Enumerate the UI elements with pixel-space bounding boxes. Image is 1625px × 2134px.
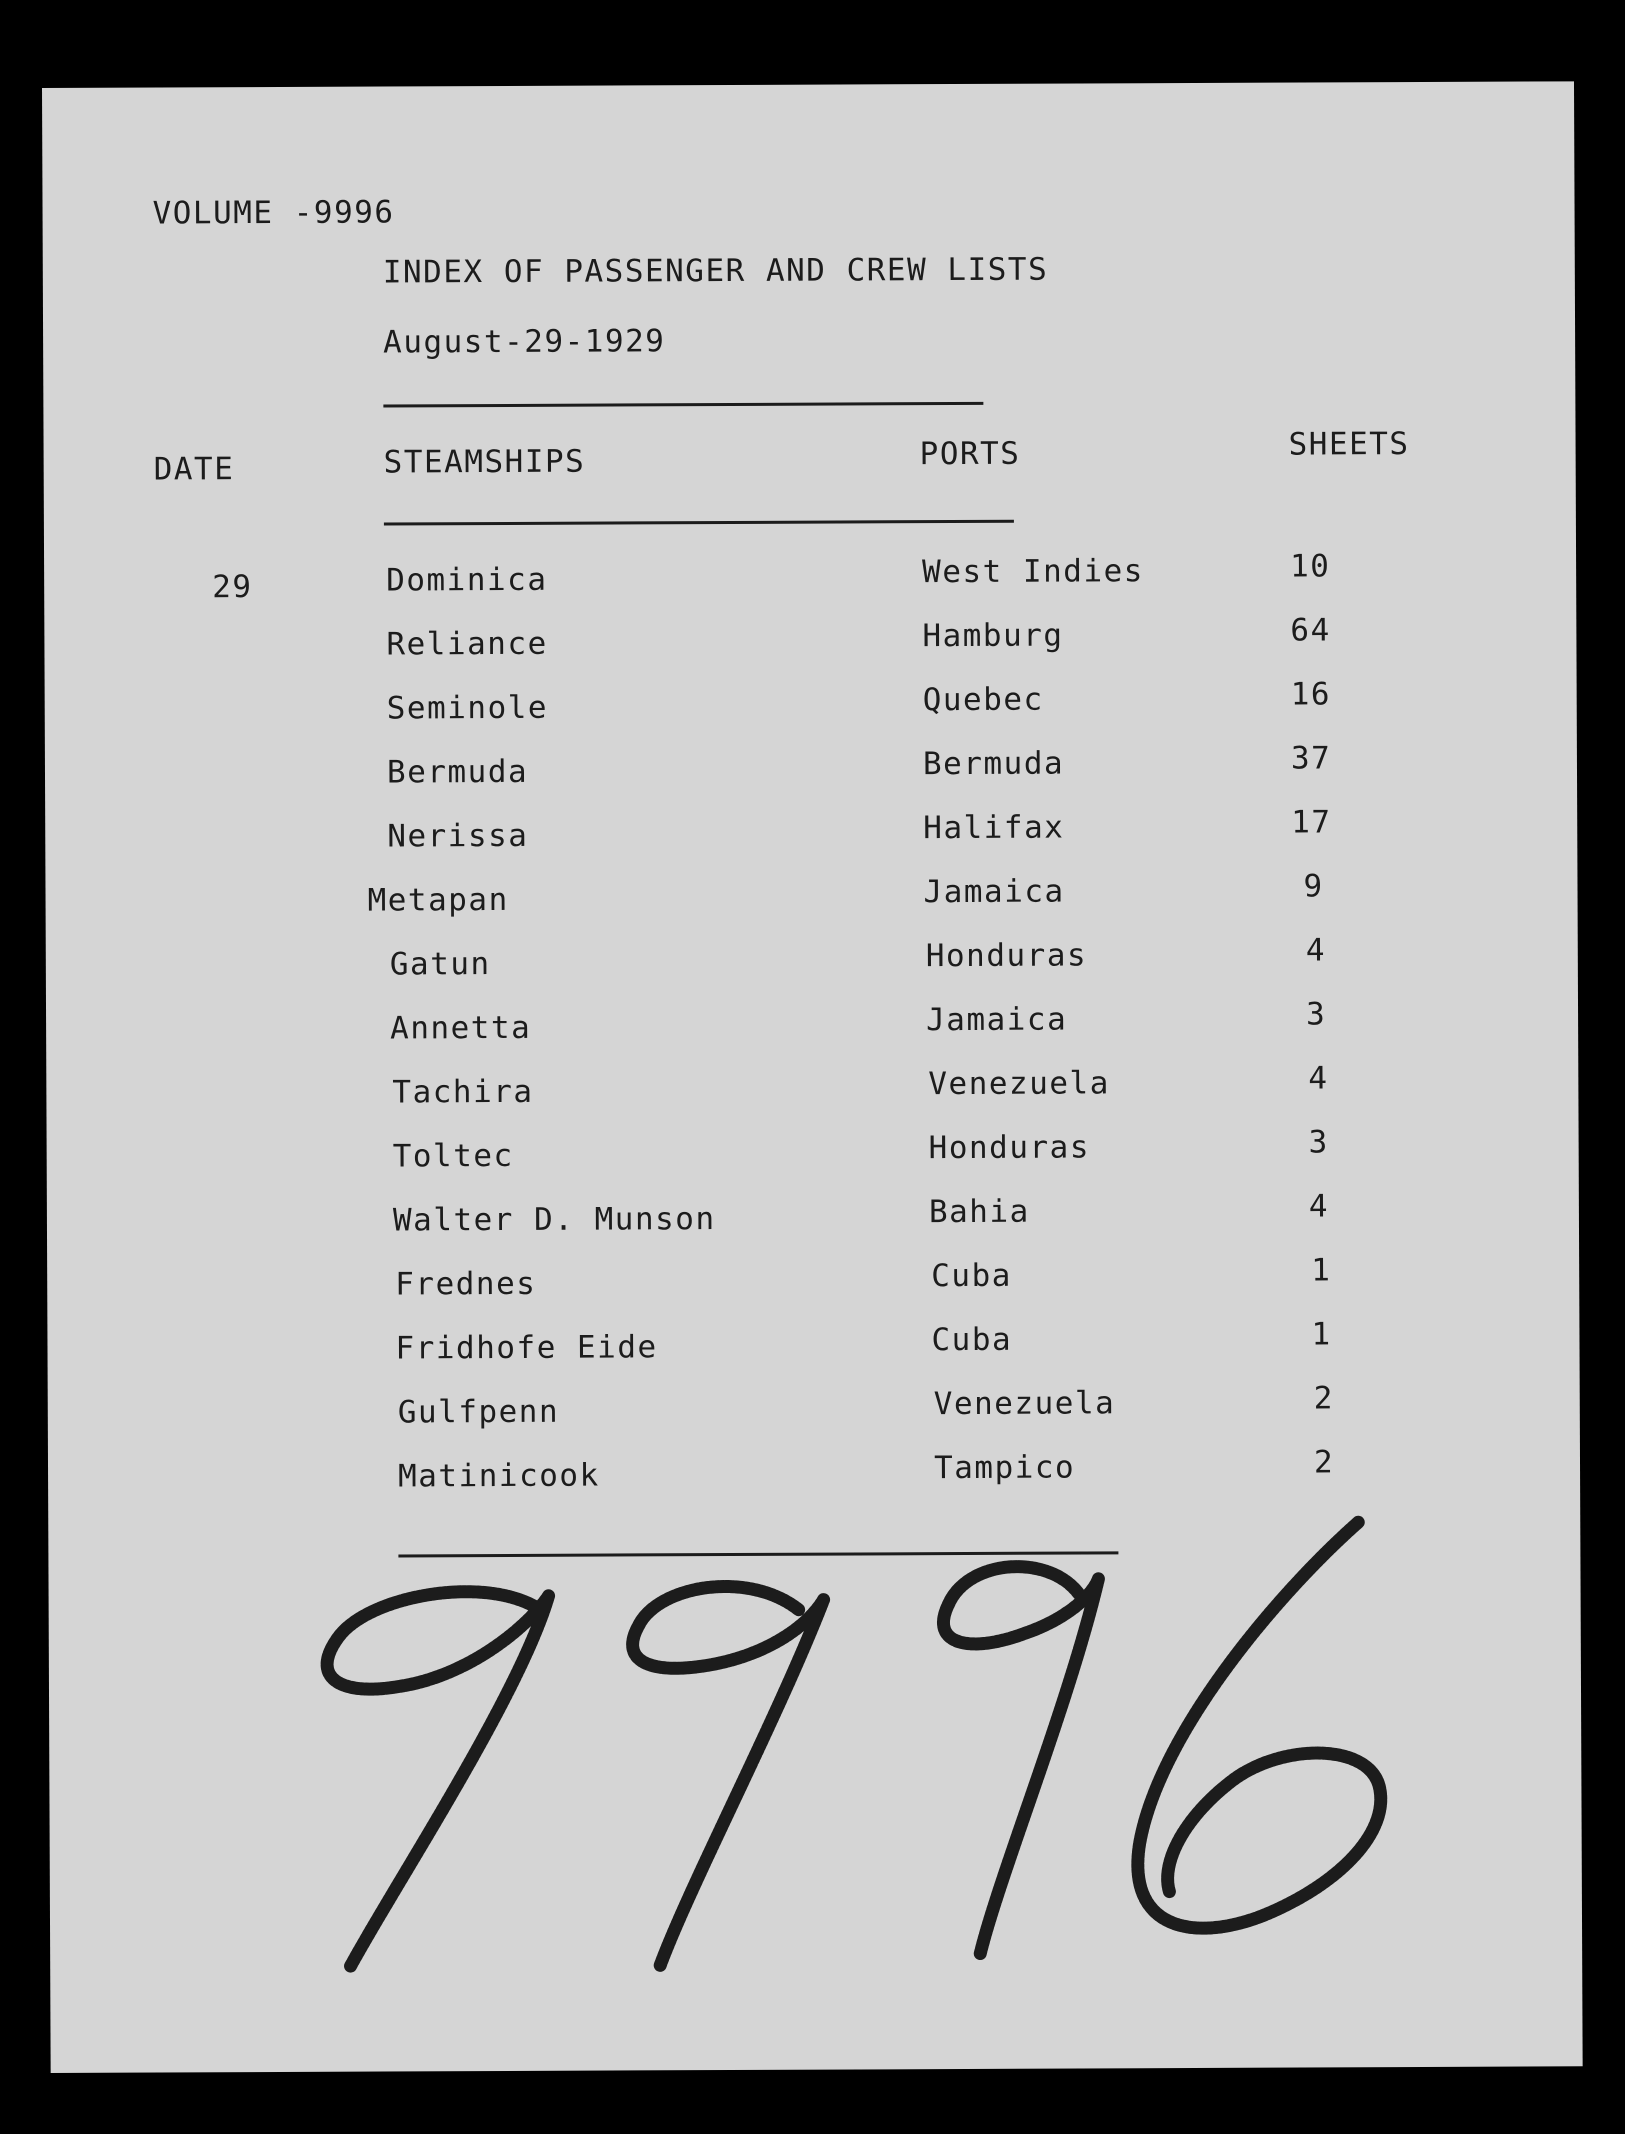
table-row (44, 548, 1576, 624)
row-steamship: Gatun (389, 946, 491, 983)
row-port: Cuba (931, 1321, 1013, 1359)
row-sheets: 2 (1313, 1380, 1334, 1417)
table-row (44, 612, 1576, 688)
row-port: Halifax (923, 809, 1065, 847)
table-row (46, 1060, 1578, 1136)
table-row (45, 868, 1577, 944)
row-steamship: Tachira (392, 1073, 534, 1111)
row-sheets: 64 (1290, 612, 1331, 649)
row-steamship: Gulfpenn (397, 1393, 560, 1431)
row-sheets: 3 (1308, 1124, 1329, 1161)
row-sheets: 17 (1291, 804, 1332, 841)
table-row (45, 676, 1577, 752)
table-row (47, 1188, 1579, 1264)
row-sheets: 4 (1305, 932, 1327, 969)
row-port: Jamaica (925, 1001, 1068, 1039)
column-header-steamships: STEAMSHIPS (383, 443, 586, 481)
row-steamship: Fridhofe Eide (395, 1329, 658, 1367)
column-header-date: DATE (153, 451, 235, 488)
row-port: Venezuela (928, 1065, 1110, 1103)
row-port: Quebec (922, 681, 1044, 719)
row-port: Cuba (931, 1257, 1012, 1295)
volume-label: VOLUME -9996 (152, 194, 395, 232)
row-sheets: 4 (1308, 1060, 1329, 1097)
index-title: INDEX OF PASSENGER AND CREW LISTS (382, 251, 1049, 291)
table-row (45, 740, 1577, 816)
row-steamship: Reliance (386, 625, 548, 663)
table-row (47, 1124, 1579, 1200)
row-sheets: 4 (1308, 1188, 1330, 1225)
table-row (46, 932, 1578, 1008)
row-sheets: 1 (1311, 1316, 1332, 1353)
table-row (47, 1252, 1579, 1328)
row-steamship: Dominica (386, 561, 548, 599)
table-row (48, 1444, 1580, 1520)
table-row (45, 804, 1577, 880)
index-date: August-29-1929 (383, 323, 666, 361)
row-date: 29 (212, 569, 253, 606)
row-port: West Indies (922, 553, 1145, 591)
row-sheets: 16 (1290, 676, 1332, 713)
row-steamship: Toltec (392, 1137, 514, 1175)
row-sheets: 1 (1311, 1252, 1332, 1289)
row-steamship: Seminole (386, 689, 549, 727)
row-sheets: 37 (1290, 740, 1332, 777)
table-row (46, 996, 1578, 1072)
row-port: Jamaica (923, 873, 1065, 911)
row-steamship: Metapan (367, 881, 509, 919)
row-steamship: Walter D. Munson (392, 1201, 716, 1239)
column-header-ports: PORTS (919, 435, 1021, 473)
row-port: Tampico (933, 1449, 1076, 1487)
header-rule-top (383, 402, 983, 408)
row-steamship: Bermuda (386, 753, 529, 791)
row-port: Honduras (928, 1129, 1091, 1167)
table-row (47, 1316, 1579, 1392)
row-port: Bahia (928, 1193, 1030, 1231)
row-steamship: Annetta (390, 1009, 532, 1047)
row-port: Hamburg (922, 617, 1064, 655)
column-header-sheets: SHEETS (1288, 426, 1410, 463)
row-steamship: Matinicook (397, 1457, 600, 1495)
row-port: Bermuda (922, 745, 1065, 783)
row-port: Honduras (925, 937, 1088, 975)
document-page (42, 81, 1583, 2073)
row-steamship: Frednes (395, 1265, 537, 1303)
row-sheets: 2 (1313, 1444, 1335, 1481)
row-sheets: 10 (1290, 548, 1331, 585)
handwritten-volume-number (278, 1512, 1430, 2037)
table-row (48, 1380, 1580, 1456)
row-sheets: 3 (1305, 996, 1327, 1033)
row-steamship: Nerissa (387, 817, 529, 855)
header-rule-bottom (384, 520, 1014, 526)
row-port: Venezuela (933, 1385, 1116, 1423)
row-sheets: 9 (1303, 868, 1324, 905)
